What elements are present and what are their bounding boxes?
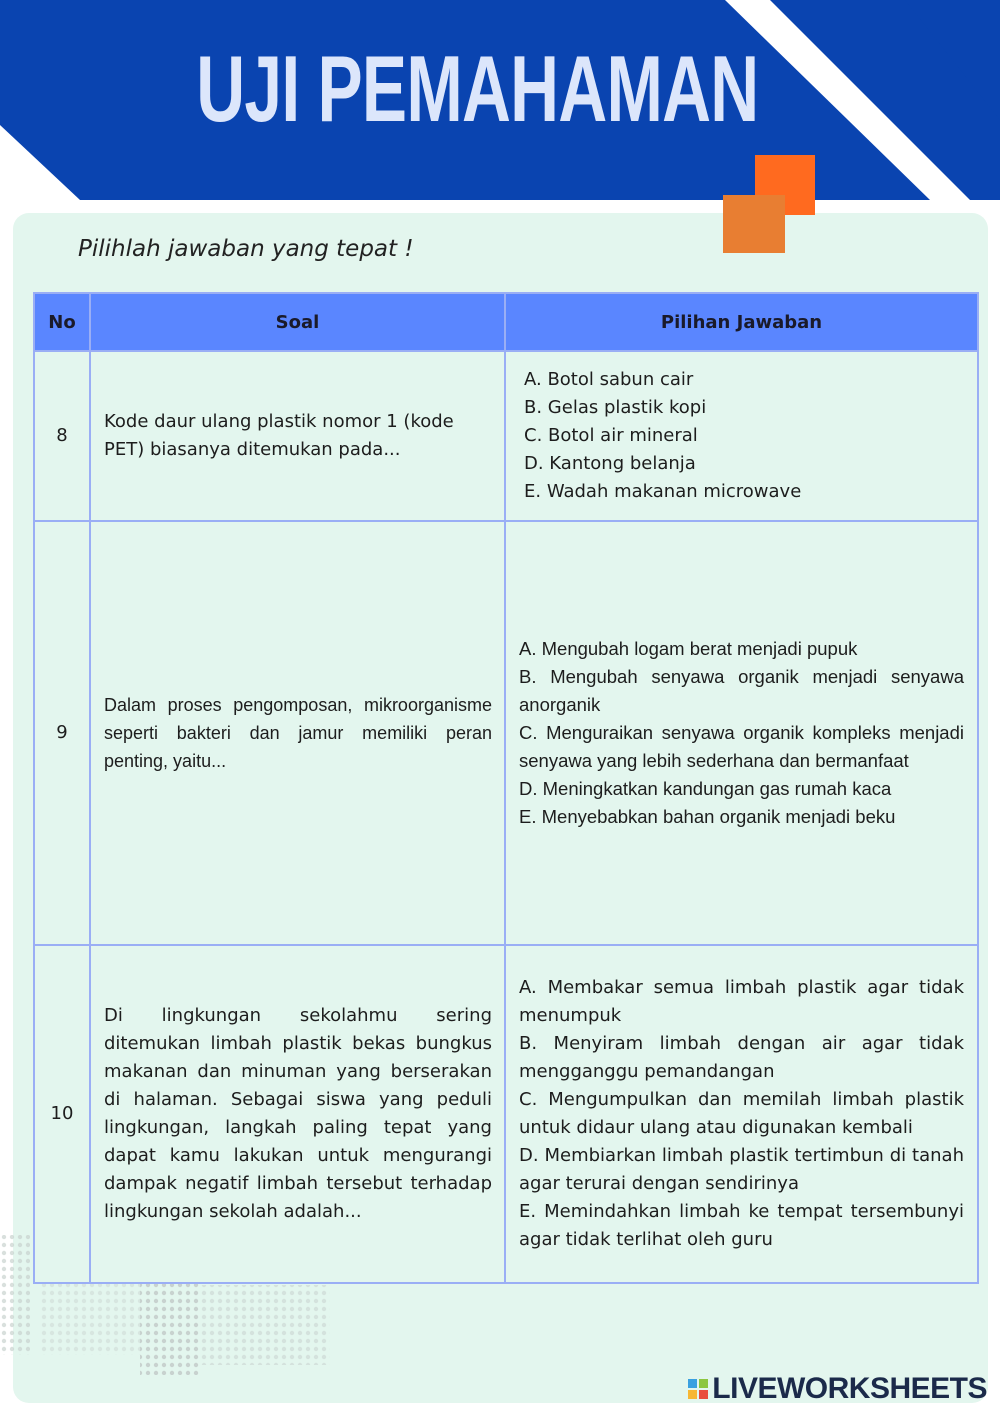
header-no: No	[34, 293, 90, 351]
answer-option[interactable]: B. Menyiram limbah dengan air agar tidak mengganggu pemandangan	[519, 1033, 964, 1082]
answer-option[interactable]: D. Membiarkan limbah plastik tertimbun di tanah agar terurai dengan sendirinya	[519, 1145, 964, 1194]
decor-square	[723, 195, 785, 253]
answer-option[interactable]: A. Botol sabun cair	[524, 369, 694, 390]
page-title: UJI PEMAHAMAN	[196, 36, 759, 141]
answer-option[interactable]: D. Meningkatkan kandungan gas rumah kaca	[519, 778, 892, 799]
answer-option[interactable]: B. Gelas plastik kopi	[524, 397, 707, 418]
answer-option[interactable]: C. Botol air mineral	[524, 425, 698, 446]
question-number: 10	[34, 945, 90, 1283]
logo-grid-icon	[688, 1379, 708, 1399]
question-table	[33, 292, 979, 1284]
answer-option[interactable]: E. Memindahkan limbah ke tempat tersembunyi agar tidak terlihat oleh guru	[519, 1201, 964, 1250]
header-jawaban: Pilihan Jawaban	[505, 293, 978, 351]
answer-option[interactable]: C. Mengumpulkan dan memilah limbah plastik untuk didaur ulang atau digunakan kembali	[519, 1089, 964, 1138]
answer-option[interactable]: D. Kantong belanja	[524, 453, 696, 474]
instruction-text: Pilihlah jawaban yang tepat !	[78, 236, 414, 262]
liveworksheets-logo	[688, 1372, 987, 1406]
question-text: Dalam proses pengomposan, mikroorganisme seperti bakteri dan jamur memiliki peran penting, yaitu...	[90, 521, 505, 945]
answer-option[interactable]: A. Mengubah logam berat menjadi pupuk	[519, 638, 858, 659]
answer-option[interactable]: B. Mengubah senyawa organik menjadi senyawa anorganik	[519, 666, 964, 715]
answer-options	[505, 351, 978, 521]
question-text: Di lingkungan sekolahmu sering ditemukan limbah plastik bekas bungkus makanan dan minuman yang berserakan di halaman. Sebagai siswa yang peduli lingkungan, langkah paling tepat yang dapat kamu lakukan untuk mengurangi dampak negatif limbah tersebut terhadap lingkungan sekolah adalah...	[90, 945, 505, 1283]
table-row	[34, 351, 978, 521]
answer-option[interactable]: E. Wadah makanan microwave	[524, 481, 802, 502]
table-row	[34, 945, 978, 1283]
logo-text: LIVEWORKSHEETS	[712, 1372, 987, 1405]
question-text: Kode daur ulang plastik nomor 1 (kode PET) biasanya ditemukan pada...	[90, 351, 505, 521]
answer-option[interactable]: C. Menguraikan senyawa organik kompleks menjadi senyawa yang lebih sederhana dan bermanfaat	[519, 722, 964, 771]
table-header-row	[34, 293, 978, 351]
question-number: 8	[34, 351, 90, 521]
table-row	[34, 521, 978, 945]
header-soal: Soal	[90, 293, 505, 351]
answer-options	[505, 521, 978, 945]
answer-option[interactable]: E. Menyebabkan bahan organik menjadi beku	[519, 806, 896, 827]
answer-option[interactable]: A. Membakar semua limbah plastik agar tidak menumpuk	[519, 977, 964, 1026]
answer-options	[505, 945, 978, 1283]
question-number: 9	[34, 521, 90, 945]
